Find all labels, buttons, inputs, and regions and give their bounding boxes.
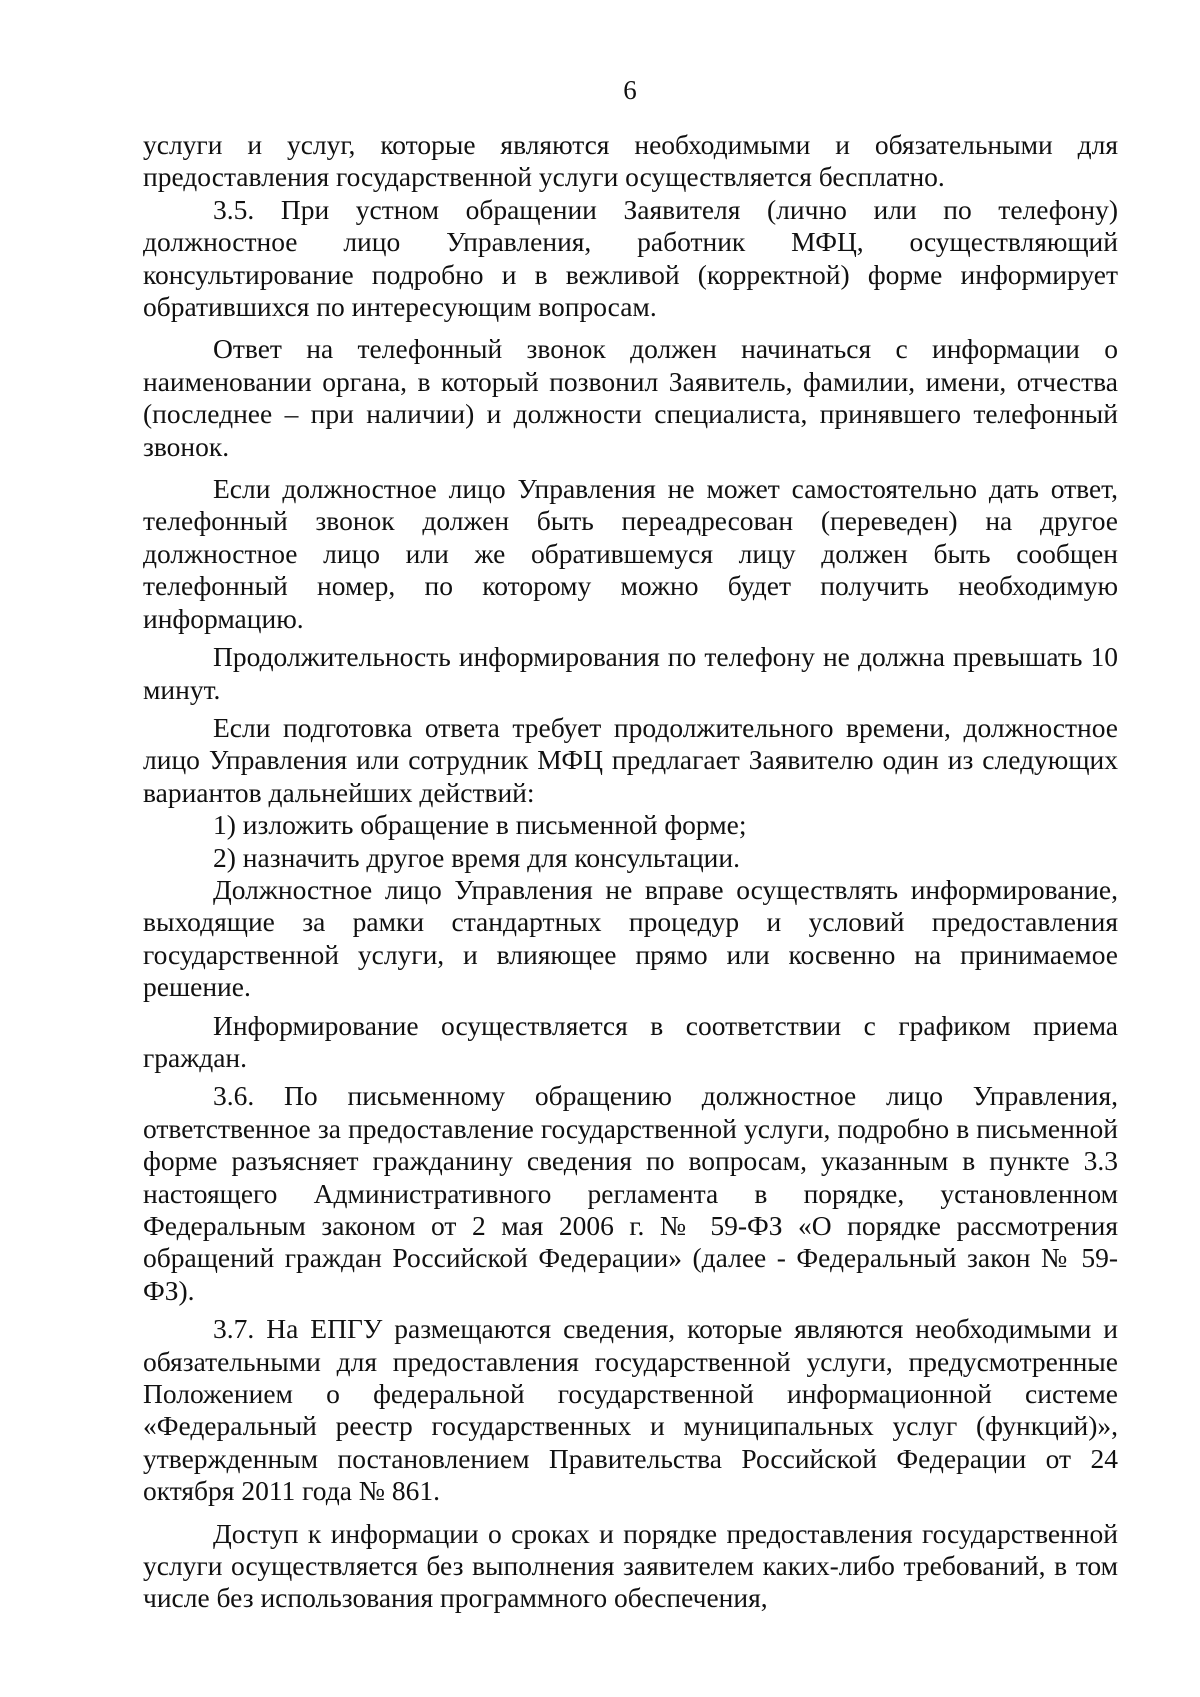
paragraph-3-5: 3.5. При устном обращении Заявителя (лично или по телефону) должностное лицо Управления, работник МФЦ, осуществляющий консультирование подробно и в вежливой (корректной) форме информирует обратившихся по интересующим вопросам. bbox=[143, 193, 1118, 323]
page-number: 6 bbox=[623, 75, 637, 105]
paragraph-phone-answer: Ответ на телефонный звонок должен начинаться с информации о наименовании органа, в который позвонил Заявитель, фамилии, имени, отчества (последнее – при наличии) и должности специалиста, принявшего телефонный звонок. bbox=[143, 333, 1118, 462]
paragraph-redirect: Если должностное лицо Управления не может самостоятельно дать ответ, телефонный звонок должен быть переадресован (переведен) на другое должностное лицо или же обратившемуся лицу должен быть сообщен телефонный номер, по которому можно будет получить необходимую информацию. bbox=[143, 473, 1118, 634]
document-body bbox=[143, 129, 1118, 1615]
paragraph-3-6: 3.6. По письменному обращению должностное лицо Управления, ответственное за предоставление государственной услуги, подробно в письменной форме разъясняет гражданину сведения по вопросам, указанным в пункте 3.3 настоящего Административного регламента в порядке, установленном Федеральным законом от 2 мая 2006 г. № 59-ФЗ «О порядке рассмотрения обращений граждан Российской Федерации» (далее - Федеральный закон № 59-ФЗ). bbox=[143, 1080, 1118, 1306]
paragraph-schedule: Информирование осуществляется в соответствии с графиком приема граждан. bbox=[143, 1009, 1118, 1073]
paragraph-3-7: 3.7. На ЕПГУ размещаются сведения, которые являются необходимыми и обязательными для предоставления государственной услуги, предусмотренные Положением о федеральной государственной информационной системе «Федеральный реестр государственных и муниципальных услуг (функций)», утвержденным постановлением Правительства Российской Федерации от 24 октября 2011 года № 861. bbox=[143, 1313, 1118, 1507]
list-item-option-1: 1) изложить обращение в письменной форме; bbox=[213, 809, 747, 841]
paragraph-duration: Продолжительность информирования по телефону не должна превышать 10 минут. bbox=[143, 641, 1118, 705]
paragraph-long-preparation: Если подготовка ответа требует продолжительного времени, должностное лицо Управления или сотрудник МФЦ предлагает Заявителю один из следующих вариантов дальнейших действий: bbox=[143, 711, 1118, 808]
paragraph-restrictions: Должностное лицо Управления не вправе осуществлять информирование, выходящие за рамки стандартных процедур и условий предоставления государственной услуги, и влияющее прямо или косвенно на принимаемое решение. bbox=[143, 873, 1118, 1003]
paragraph-access: Доступ к информации о сроках и порядке предоставления государственной услуги осуществляется без выполнения заявителем каких-либо требований, в том числе без использования программного обеспечения, bbox=[143, 1517, 1118, 1614]
paragraph-continuation: услуги и услуг, которые являются необходимыми и обязательными для предоставления государственной услуги осуществляется бесплатно. bbox=[143, 129, 1118, 193]
list-item-option-2: 2) назначить другое время для консультации. bbox=[213, 841, 740, 873]
